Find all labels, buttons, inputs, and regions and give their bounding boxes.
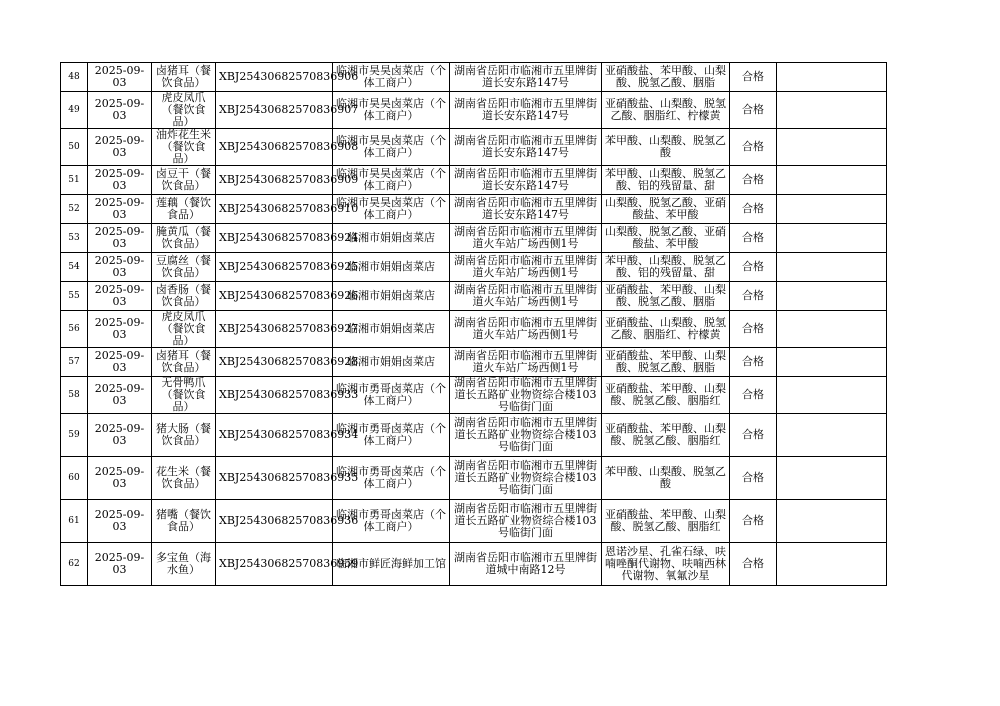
note-cell xyxy=(777,282,887,311)
seq-cell: 49 xyxy=(61,92,88,129)
address-cell: 湖南省岳阳市临湘市五里牌街道火车站广场西侧1号 xyxy=(450,348,602,377)
vendor-cell: 临湘市昊昊卤菜店（个体工商户） xyxy=(333,195,450,224)
vendor-cell: 临湘市昊昊卤菜店（个体工商户） xyxy=(333,129,450,166)
food-name-cell: 豆腐丝（餐饮食品） xyxy=(152,253,216,282)
result-cell: 合格 xyxy=(730,253,777,282)
table-row xyxy=(61,500,887,543)
result-cell: 合格 xyxy=(730,457,777,500)
food-name-cell: 猪嘴（餐饮食品） xyxy=(152,500,216,543)
vendor-cell: 临湘市勇哥卤菜店（个体工商户） xyxy=(333,414,450,457)
result-cell: 合格 xyxy=(730,348,777,377)
table-row xyxy=(61,224,887,253)
food-name-cell: 花生米（餐饮食品） xyxy=(152,457,216,500)
table-row xyxy=(61,348,887,377)
seq-cell: 51 xyxy=(61,166,88,195)
test-items-cell: 苯甲酸、山梨酸、脱氢乙酸、铝的残留量、甜 xyxy=(602,166,730,195)
date-cell: 2025-09-03 xyxy=(88,253,152,282)
food-name-cell: 油炸花生米（餐饮食品） xyxy=(152,129,216,166)
food-name-cell: 腌黄瓜（餐饮食品） xyxy=(152,224,216,253)
test-items-cell: 亚硝酸盐、苯甲酸、山梨酸、脱氢乙酸、胭脂红 xyxy=(602,500,730,543)
date-cell: 2025-09-03 xyxy=(88,457,152,500)
date-cell: 2025-09-03 xyxy=(88,63,152,92)
sample-code-cell: XBJ25430682570836906 xyxy=(216,63,333,92)
vendor-cell: 临湘市娟娟卤菜店 xyxy=(333,348,450,377)
address-cell: 湖南省岳阳市临湘市五里牌街道长安东路147号 xyxy=(450,195,602,224)
seq-cell: 57 xyxy=(61,348,88,377)
sample-code-cell: XBJ25430682570836936 xyxy=(216,500,333,543)
vendor-cell: 临湘市鲜匠海鲜加工馆 xyxy=(333,543,450,586)
test-items-cell: 山梨酸、脱氢乙酸、亚硝酸盐、苯甲酸 xyxy=(602,195,730,224)
seq-cell: 50 xyxy=(61,129,88,166)
seq-cell: 53 xyxy=(61,224,88,253)
result-cell: 合格 xyxy=(730,311,777,348)
sample-code-cell: XBJ25430682570836907 xyxy=(216,92,333,129)
sample-code-cell: XBJ25430682570836925 xyxy=(216,253,333,282)
table-row xyxy=(61,129,887,166)
result-cell: 合格 xyxy=(730,500,777,543)
date-cell: 2025-09-03 xyxy=(88,282,152,311)
sample-code-cell: XBJ25430682570836928 xyxy=(216,348,333,377)
address-cell: 湖南省岳阳市临湘市五里牌街道火车站广场西侧1号 xyxy=(450,282,602,311)
address-cell: 湖南省岳阳市临湘市五里牌街道火车站广场西侧1号 xyxy=(450,253,602,282)
note-cell xyxy=(777,311,887,348)
vendor-cell: 临湘市娟娟卤菜店 xyxy=(333,253,450,282)
note-cell xyxy=(777,224,887,253)
sample-code-cell: XBJ25430682570836908 xyxy=(216,129,333,166)
food-name-cell: 卤猪耳（餐饮食品） xyxy=(152,63,216,92)
date-cell: 2025-09-03 xyxy=(88,414,152,457)
note-cell xyxy=(777,195,887,224)
test-items-cell: 亚硝酸盐、苯甲酸、山梨酸、脱氢乙酸、胭脂红 xyxy=(602,414,730,457)
seq-cell: 56 xyxy=(61,311,88,348)
result-cell: 合格 xyxy=(730,63,777,92)
seq-cell: 55 xyxy=(61,282,88,311)
result-cell: 合格 xyxy=(730,282,777,311)
table-row xyxy=(61,63,887,92)
note-cell xyxy=(777,129,887,166)
date-cell: 2025-09-03 xyxy=(88,348,152,377)
address-cell: 湖南省岳阳市临湘市五里牌街道长五路矿业物资综合楼103号临街门面 xyxy=(450,377,602,414)
note-cell xyxy=(777,63,887,92)
result-cell: 合格 xyxy=(730,414,777,457)
note-cell xyxy=(777,414,887,457)
sample-code-cell: XBJ25430682570836934 xyxy=(216,414,333,457)
sample-code-cell: XBJ25430682570836909 xyxy=(216,166,333,195)
test-items-cell: 亚硝酸盐、苯甲酸、山梨酸、脱氢乙酸、胭脂 xyxy=(602,63,730,92)
test-items-cell: 苯甲酸、山梨酸、脱氢乙酸、铝的残留量、甜 xyxy=(602,253,730,282)
date-cell: 2025-09-03 xyxy=(88,129,152,166)
address-cell: 湖南省岳阳市临湘市五里牌街道城中南路12号 xyxy=(450,543,602,586)
result-cell: 合格 xyxy=(730,195,777,224)
vendor-cell: 临湘市勇哥卤菜店（个体工商户） xyxy=(333,500,450,543)
food-name-cell: 多宝鱼（海水鱼） xyxy=(152,543,216,586)
table-row xyxy=(61,195,887,224)
table-row xyxy=(61,414,887,457)
note-cell xyxy=(777,348,887,377)
test-items-cell: 亚硝酸盐、山梨酸、脱氢乙酸、胭脂红、柠檬黄 xyxy=(602,92,730,129)
results-table xyxy=(60,62,887,586)
address-cell: 湖南省岳阳市临湘市五里牌街道火车站广场西侧1号 xyxy=(450,224,602,253)
test-items-cell: 苯甲酸、山梨酸、脱氢乙酸 xyxy=(602,457,730,500)
test-items-cell: 亚硝酸盐、山梨酸、脱氢乙酸、胭脂红、柠檬黄 xyxy=(602,311,730,348)
vendor-cell: 临湘市勇哥卤菜店（个体工商户） xyxy=(333,377,450,414)
sample-code-cell: XBJ25430682570836926 xyxy=(216,282,333,311)
note-cell xyxy=(777,92,887,129)
food-name-cell: 卤豆干（餐饮食品） xyxy=(152,166,216,195)
address-cell: 湖南省岳阳市临湘市五里牌街道长五路矿业物资综合楼103号临街门面 xyxy=(450,500,602,543)
food-name-cell: 卤猪耳（餐饮食品） xyxy=(152,348,216,377)
sample-code-cell: XBJ25430682570836924 xyxy=(216,224,333,253)
table-row xyxy=(61,282,887,311)
seq-cell: 59 xyxy=(61,414,88,457)
table-row xyxy=(61,377,887,414)
seq-cell: 52 xyxy=(61,195,88,224)
address-cell: 湖南省岳阳市临湘市五里牌街道火车站广场西侧1号 xyxy=(450,311,602,348)
result-cell: 合格 xyxy=(730,543,777,586)
food-name-cell: 虎皮凤爪（餐饮食品） xyxy=(152,92,216,129)
seq-cell: 58 xyxy=(61,377,88,414)
date-cell: 2025-09-03 xyxy=(88,224,152,253)
note-cell xyxy=(777,457,887,500)
vendor-cell: 临湘市娟娟卤菜店 xyxy=(333,224,450,253)
test-items-cell: 亚硝酸盐、苯甲酸、山梨酸、脱氢乙酸、胭脂 xyxy=(602,282,730,311)
seq-cell: 54 xyxy=(61,253,88,282)
note-cell xyxy=(777,377,887,414)
vendor-cell: 临湘市娟娟卤菜店 xyxy=(333,311,450,348)
vendor-cell: 临湘市勇哥卤菜店（个体工商户） xyxy=(333,457,450,500)
sample-code-cell: XBJ25430682570836910 xyxy=(216,195,333,224)
food-name-cell: 莲藕（餐饮食品） xyxy=(152,195,216,224)
seq-cell: 48 xyxy=(61,63,88,92)
result-cell: 合格 xyxy=(730,377,777,414)
address-cell: 湖南省岳阳市临湘市五里牌街道长五路矿业物资综合楼103号临街门面 xyxy=(450,414,602,457)
table-row xyxy=(61,543,887,586)
food-name-cell: 无骨鸭爪（餐饮食品） xyxy=(152,377,216,414)
date-cell: 2025-09-03 xyxy=(88,543,152,586)
table-row xyxy=(61,92,887,129)
vendor-cell: 临湘市昊昊卤菜店（个体工商户） xyxy=(333,166,450,195)
result-cell: 合格 xyxy=(730,92,777,129)
date-cell: 2025-09-03 xyxy=(88,500,152,543)
result-cell: 合格 xyxy=(730,166,777,195)
test-items-cell: 恩诺沙星、孔雀石绿、呋喃唑酮代谢物、呋喃西林代谢物、氧氟沙星 xyxy=(602,543,730,586)
note-cell xyxy=(777,253,887,282)
table-row xyxy=(61,311,887,348)
food-name-cell: 卤香肠（餐饮食品） xyxy=(152,282,216,311)
address-cell: 湖南省岳阳市临湘市五里牌街道长五路矿业物资综合楼103号临街门面 xyxy=(450,457,602,500)
vendor-cell: 临湘市昊昊卤菜店（个体工商户） xyxy=(333,63,450,92)
date-cell: 2025-09-03 xyxy=(88,166,152,195)
test-items-cell: 苯甲酸、山梨酸、脱氢乙酸 xyxy=(602,129,730,166)
address-cell: 湖南省岳阳市临湘市五里牌街道长安东路147号 xyxy=(450,63,602,92)
food-name-cell: 虎皮凤爪（餐饮食品） xyxy=(152,311,216,348)
address-cell: 湖南省岳阳市临湘市五里牌街道长安东路147号 xyxy=(450,129,602,166)
sample-code-cell: XBJ25430682570836959 xyxy=(216,543,333,586)
sample-code-cell: XBJ25430682570836933 xyxy=(216,377,333,414)
table-row xyxy=(61,253,887,282)
address-cell: 湖南省岳阳市临湘市五里牌街道长安东路147号 xyxy=(450,166,602,195)
result-cell: 合格 xyxy=(730,129,777,166)
table-body xyxy=(61,63,887,586)
test-items-cell: 亚硝酸盐、苯甲酸、山梨酸、脱氢乙酸、胭脂红 xyxy=(602,377,730,414)
note-cell xyxy=(777,543,887,586)
address-cell: 湖南省岳阳市临湘市五里牌街道长安东路147号 xyxy=(450,92,602,129)
test-items-cell: 亚硝酸盐、苯甲酸、山梨酸、脱氢乙酸、胭脂 xyxy=(602,348,730,377)
date-cell: 2025-09-03 xyxy=(88,377,152,414)
food-name-cell: 猪大肠（餐饮食品） xyxy=(152,414,216,457)
vendor-cell: 临湘市昊昊卤菜店（个体工商户） xyxy=(333,92,450,129)
date-cell: 2025-09-03 xyxy=(88,195,152,224)
date-cell: 2025-09-03 xyxy=(88,92,152,129)
test-items-cell: 山梨酸、脱氢乙酸、亚硝酸盐、苯甲酸 xyxy=(602,224,730,253)
seq-cell: 61 xyxy=(61,500,88,543)
note-cell xyxy=(777,500,887,543)
table-row xyxy=(61,457,887,500)
result-cell: 合格 xyxy=(730,224,777,253)
sample-code-cell: XBJ25430682570836935 xyxy=(216,457,333,500)
date-cell: 2025-09-03 xyxy=(88,311,152,348)
vendor-cell: 临湘市娟娟卤菜店 xyxy=(333,282,450,311)
table-row xyxy=(61,166,887,195)
seq-cell: 62 xyxy=(61,543,88,586)
note-cell xyxy=(777,166,887,195)
seq-cell: 60 xyxy=(61,457,88,500)
sample-code-cell: XBJ25430682570836927 xyxy=(216,311,333,348)
